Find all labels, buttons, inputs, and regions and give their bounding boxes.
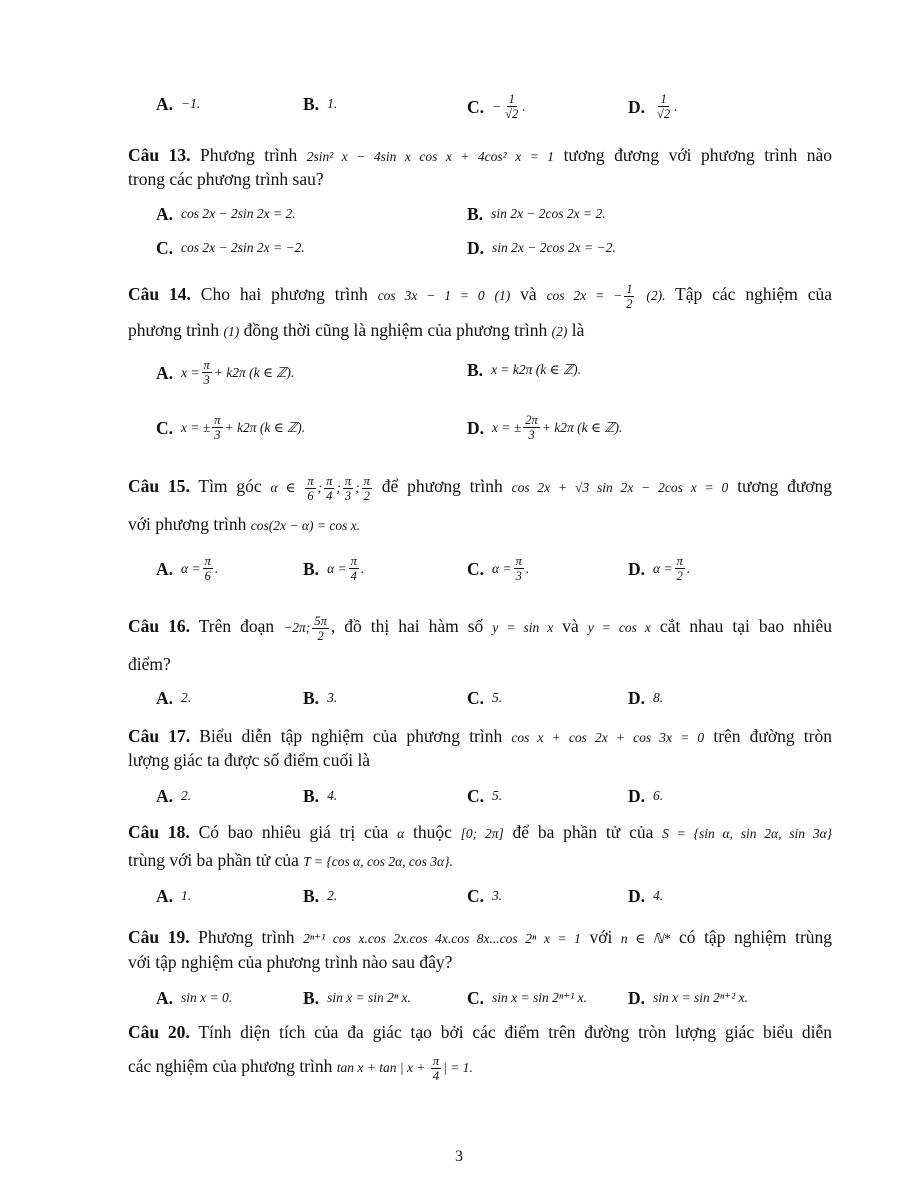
q14-option-a[interactable]: A. x = $\frac{\pi}{3}$ + k2π (k ∈ ℤ). xyxy=(156,358,295,387)
q13-label: Câu 13. xyxy=(128,145,191,165)
q19-stem-line1: Câu 19. Phương trình 2ⁿ⁺¹ cos x.cos 2x.cos 4x.cos 8x...cos 2ⁿ x = 1 với n ∈ ℕ* có tập nghiệm trùng xyxy=(128,927,833,947)
q13-option-c[interactable]: C. cos 2x − 2sin 2x = −2. xyxy=(156,238,305,258)
q17-option-a[interactable]: A. 2. xyxy=(156,786,192,806)
q17-options xyxy=(0,784,918,820)
q16-label: Câu 16. xyxy=(128,616,191,636)
q12-option-c[interactable]: C. − $\frac{1}{√2}$ . xyxy=(467,92,526,121)
page-number: 3 xyxy=(455,1148,463,1165)
q15-option-d[interactable]: D. α = $\frac{\pi}{2}$ . xyxy=(628,554,691,583)
q19-option-a[interactable]: A. sin x = 0. xyxy=(156,988,233,1008)
q16-option-c[interactable]: C. 5. xyxy=(467,688,503,708)
q17-stem-line2: lượng giác ta được số điểm cuối là xyxy=(128,750,371,770)
q13-options-row1 xyxy=(0,202,918,238)
q19-option-d[interactable]: D. sin x = sin 2ⁿ⁺² x. xyxy=(628,988,749,1008)
q16-options xyxy=(0,686,918,722)
q18-stem-line1: Câu 18. Có bao nhiêu giá trị của α thuộc [0; 2π] để ba phần tử của S = {sin α, sin 2α, sin 3α} xyxy=(128,822,833,842)
q17-option-c[interactable]: C. 5. xyxy=(467,786,503,806)
q13-stem-line2: trong các phương trình sau? xyxy=(128,169,324,189)
q16-stem-line2: điểm? xyxy=(128,654,171,674)
q18-option-d[interactable]: D. 4. xyxy=(628,886,664,906)
q15-option-c[interactable]: C. α = $\frac{\pi}{3}$ . xyxy=(467,554,530,583)
q12-option-d[interactable]: D. $\frac{1}{√2}$ . xyxy=(628,92,678,121)
q19-stem-line2: với tập nghiệm của phương trình nào sau đây? xyxy=(128,952,453,972)
q15-label: Câu 15. xyxy=(128,476,190,496)
q18-option-c[interactable]: C. 3. xyxy=(467,886,503,906)
q18-stem-line2: trùng với ba phần tử của T = {cos α, cos 2α, cos 3α}. xyxy=(128,850,453,870)
q14-options-row1 xyxy=(0,358,918,394)
q16-option-d[interactable]: D. 8. xyxy=(628,688,664,708)
q14-option-d[interactable]: D. x = ± $\frac{2\pi}{3}$ + k2π (k ∈ ℤ). xyxy=(467,413,623,442)
q12-option-b[interactable]: B. 1. xyxy=(303,94,338,114)
q12-option-a[interactable]: A. −1. xyxy=(156,94,201,114)
q13-option-a[interactable]: A. cos 2x − 2sin 2x = 2. xyxy=(156,204,296,224)
q19-option-c[interactable]: C. sin x = sin 2ⁿ⁺¹ x. xyxy=(467,988,588,1008)
q15-option-a[interactable]: A. α = $\frac{\pi}{6}$ . xyxy=(156,554,219,583)
q17-stem-line1: Câu 17. Biểu diễn tập nghiệm của phương trình cos x + cos 2x + cos 3x = 0 trên đường tròn xyxy=(128,726,832,746)
q16-option-b[interactable]: B. 3. xyxy=(303,688,338,708)
q16-stem-line1: Câu 16. Trên đoạn −2π; $\frac{5\pi}{2}$ , đồ thị hai hàm số y = sin x và y = cos x cắt nhau tại bao nhiêu xyxy=(128,614,833,644)
q12-options xyxy=(0,92,918,128)
q20-label: Câu 20. xyxy=(128,1022,190,1042)
q19-options xyxy=(0,986,918,1022)
q14-option-b[interactable]: B. x = k2π (k ∈ ℤ). xyxy=(467,360,581,380)
q17-option-b[interactable]: B. 4. xyxy=(303,786,338,806)
q18-options xyxy=(0,884,918,920)
q20-stem-line2: các nghiệm của phương trình tan x + tan | x + $\frac{\pi}{4}$ | = 1. xyxy=(128,1054,473,1084)
q18-option-b[interactable]: B. 2. xyxy=(303,886,338,906)
q15-stem-line2: với phương trình cos(2x − α) = cos x. xyxy=(128,514,361,534)
q18-option-a[interactable]: A. 1. xyxy=(156,886,192,906)
q17-option-d[interactable]: D. 6. xyxy=(628,786,664,806)
q19-option-b[interactable]: B. sin x = sin 2ⁿ x. xyxy=(303,988,411,1008)
q15-options xyxy=(0,554,918,590)
q14-stem-line2: phương trình (1) đồng thời cũng là nghiệm của phương trình (2) là xyxy=(128,320,585,340)
q13-equation: 2sin² x − 4sin x cos x + 4cos² x = 1 xyxy=(306,149,555,164)
q17-label: Câu 17. xyxy=(128,726,191,746)
q20-stem-line1: Câu 20. Tính diện tích của đa giác tạo bởi các điểm trên đường tròn lượng giác biểu diễn xyxy=(128,1022,833,1042)
q13-options-row2 xyxy=(0,236,918,272)
q13-option-d[interactable]: D. sin 2x − 2cos 2x = −2. xyxy=(467,238,616,258)
q14-option-c[interactable]: C. x = ± $\frac{\pi}{3}$ + k2π (k ∈ ℤ). xyxy=(156,413,306,442)
q15-option-b[interactable]: B. α = $\frac{\pi}{4}$ . xyxy=(303,554,365,583)
q15-stem-line1: Câu 15. Tìm góc α ∈ $\frac{\pi}{6}$ ; $\frac{\pi}{4}$ ; $\frac{\pi}{3}$ ; $\frac{\pi}{2}$ để phương trình cos 2x + √3 sin 2x − 2cos x = 0 tương đương xyxy=(128,474,833,504)
q14-stem-line1: Câu 14. Cho hai phương trình cos 3x − 1 = 0 (1) và cos 2x = − $\frac{1}{2}$ (2). Tập các nghiệm của xyxy=(128,282,833,312)
q14-label: Câu 14. xyxy=(128,284,191,304)
q14-options-row2 xyxy=(0,413,918,449)
q16-option-a[interactable]: A. 2. xyxy=(156,688,192,708)
q13-option-b[interactable]: B. sin 2x − 2cos 2x = 2. xyxy=(467,204,606,224)
q18-label: Câu 18. xyxy=(128,822,190,842)
q13-stem-line1: Câu 13. Phương trình 2sin² x − 4sin x cos x + 4cos² x = 1 tương đương với phương trình nào xyxy=(128,145,833,165)
q19-label: Câu 19. xyxy=(128,927,190,947)
